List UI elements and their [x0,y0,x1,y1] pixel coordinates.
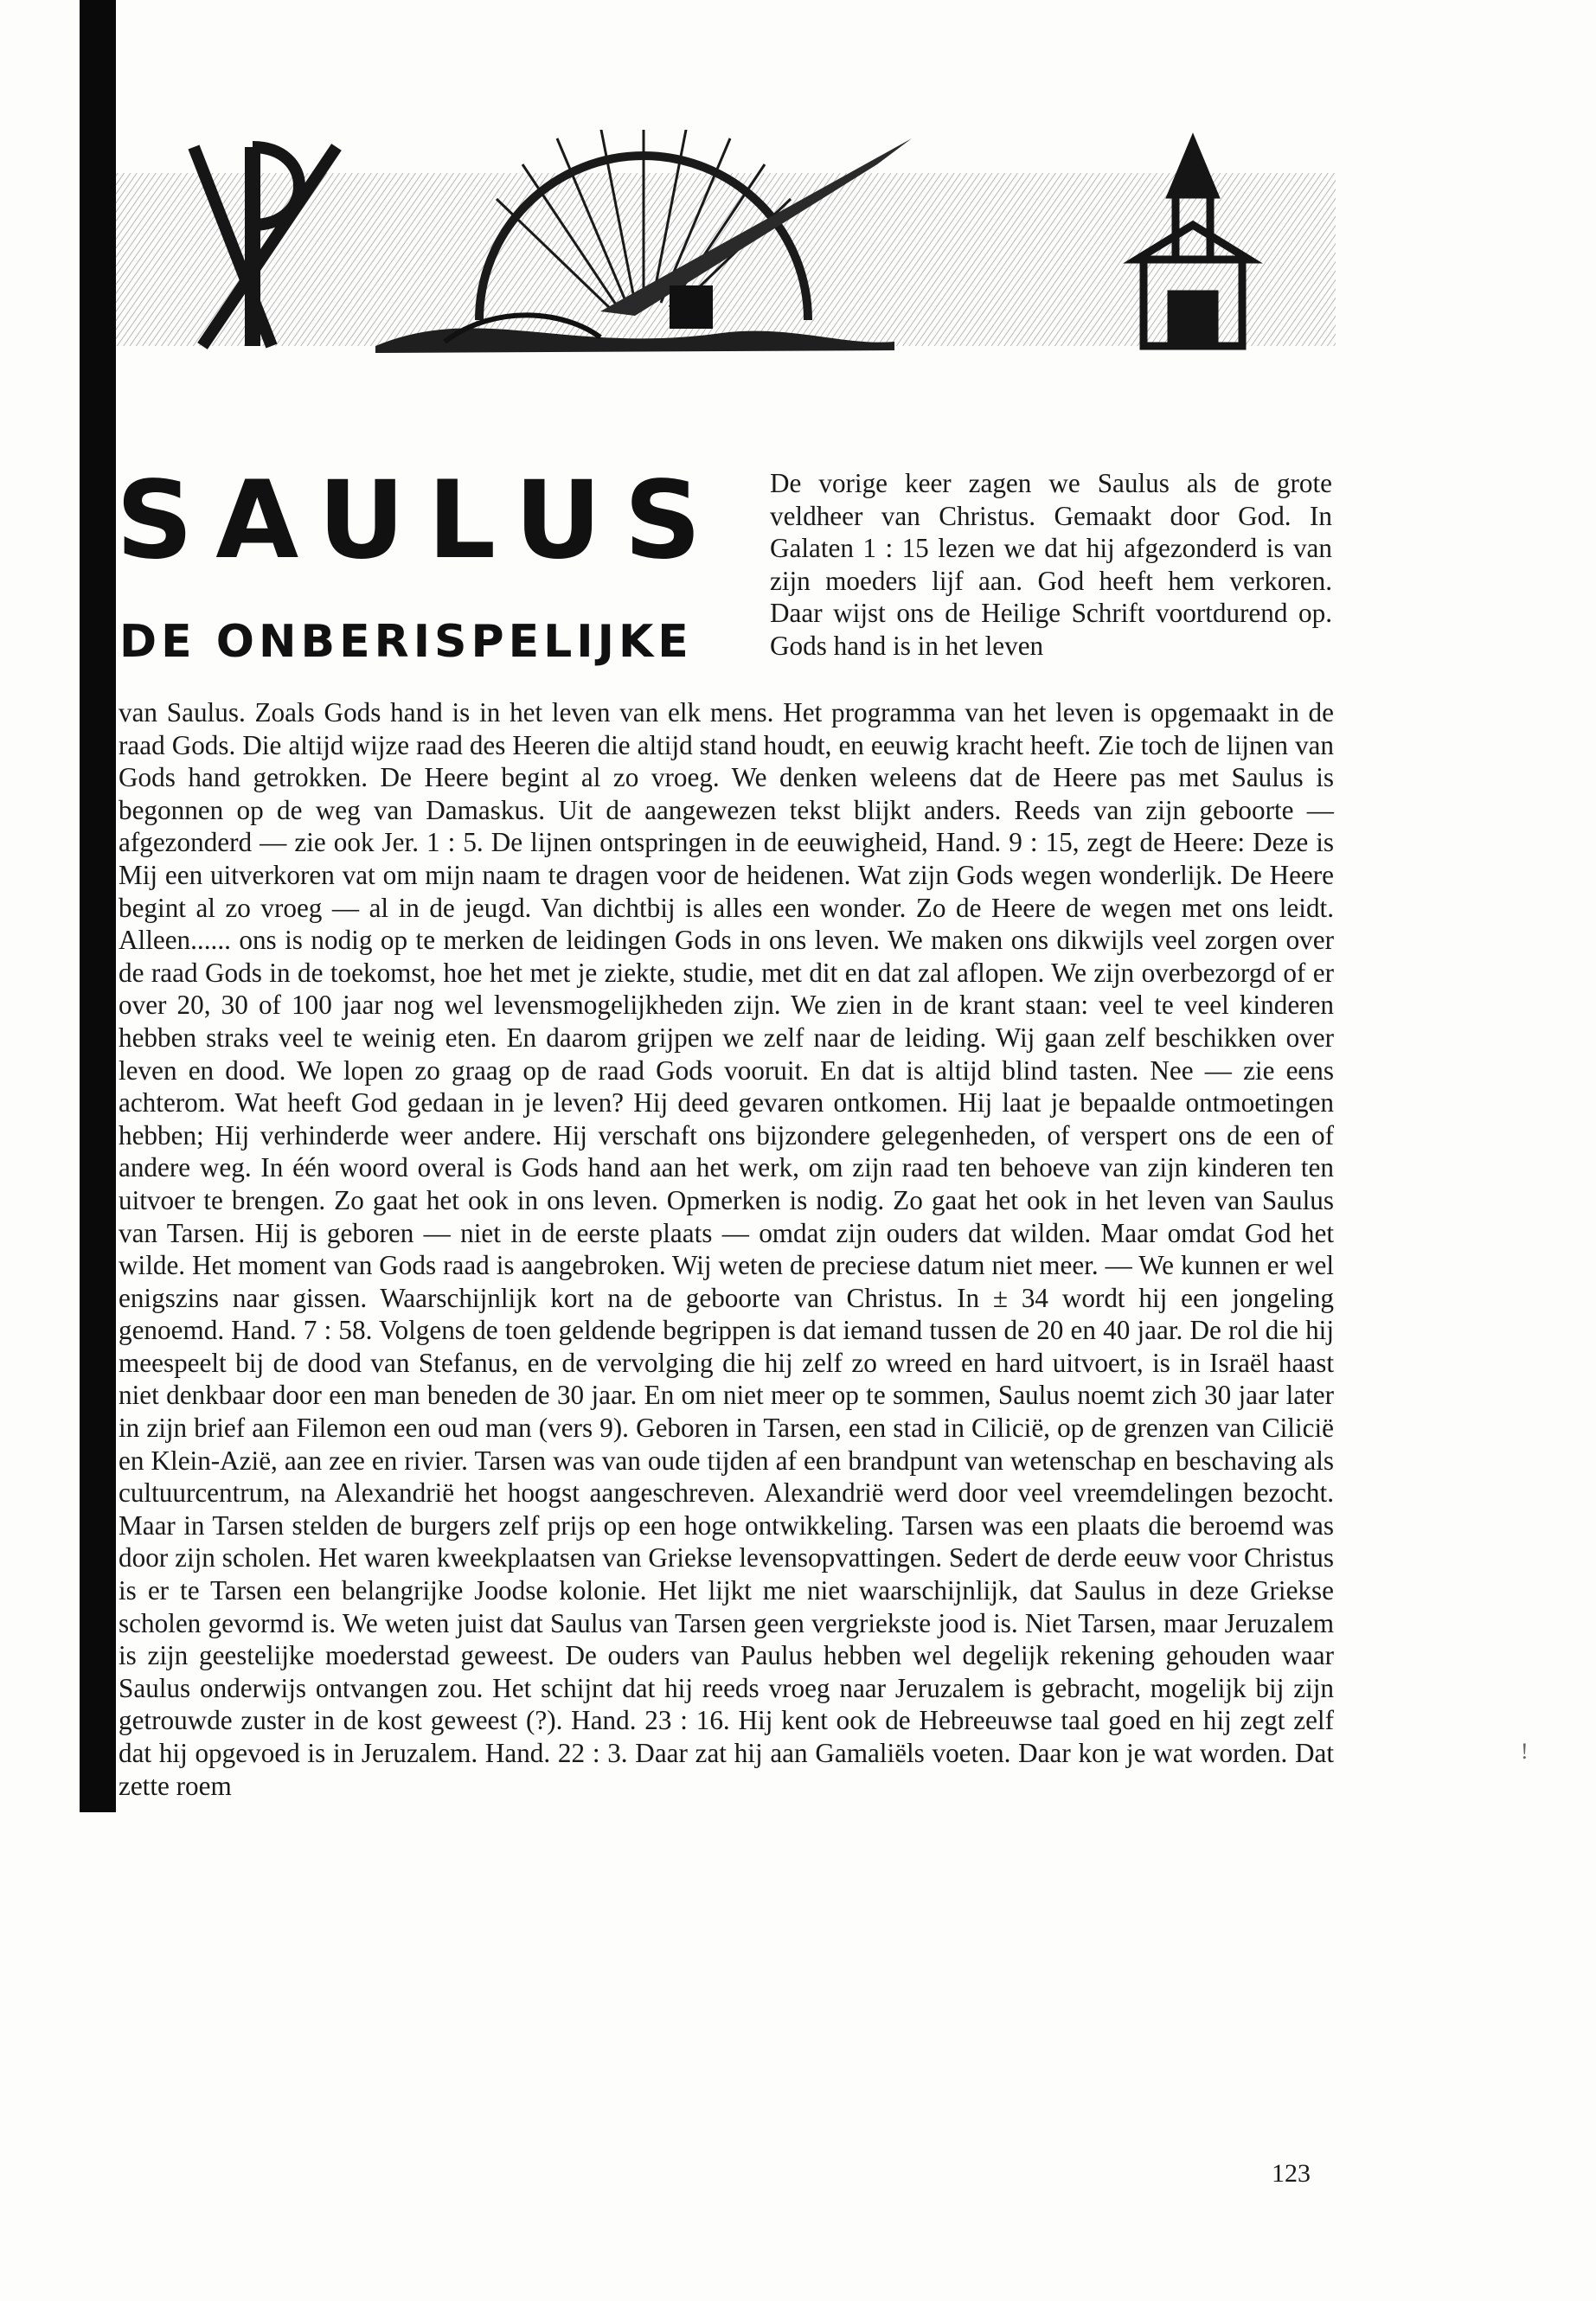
body-paragraph: van Saulus. Zoals Gods hand is in het leven van elk mens. Het programma van het leven is opgemaakt in de raad Gods. Die altijd wijze raad des Heeren die altijd stand houdt, en eeuwig kracht heeft. Zie toch de lijnen van Gods hand getrokken. De Heere begint al zo vroeg. We denken weleens dat de Heere pas met Saulus is begonnen op de weg van Damaskus. Uit de aangewezen tekst blijkt anders. Reeds van zijn geboorte — afgezonderd — zie ook Jer. 1 : 5. De lijnen ontspringen in de eeuwigheid, Hand. 9 : 15, zegt de Heere: Deze is Mij een uitverkoren vat om mijn naam te dragen voor de heidenen. Wat zijn Gods wegen wonderlijk. De Heere begint al zo vroeg — al in de jeugd. Van dichtbij is alles een wonder. Zo de Heere de wegen met ons leidt. Alleen...... ons is nodig op te merken de leidingen Gods in ons leven. We maken ons dikwijls veel zorgen over de raad Gods in de toekomst, hoe het met je ziekte, studie, met dit en dat zal aflopen. We zijn overbezorgd of er over 20, 30 of 100 jaar nog wel levensmogelijkheden zijn. We zien in de krant staan: veel te veel kinderen hebben straks veel te weinig eten. En daarom grijpen we zelf naar de leiding. Wij gaan zelf beschikken over leven en dood. We lopen zo graag op de raad Gods vooruit. En dat is altijd blind tasten. Nee — zie eens achterom. Wat heeft God gedaan in je leven? Hij deed gevaren ontkomen. Hij laat je bepaalde ontmoetingen hebben; Hij verhinderde weer andere. Hij verschaft ons bijzondere gelegenheden, of verspert ons de een of andere weg. In één woord overal is Gods hand aan het werk, om zijn raad ten behoeve van zijn kinderen ten uitvoer te brengen. Zo gaat het ook in ons leven. Opmerken is nodig. Zo gaat het ook in het leven van Saulus van Tarsen. Hij is geboren — niet in de eerste plaats — omdat zijn ouders dat wilden. Maar omdat God het wilde. Het moment van Gods raad is aangebroken. Wij weten de preciese datum niet meer. — We kunnen er wel enigszins naar gissen. Waarschijnlijk kort na de geboorte van Christus. In ± 34 wordt hij een jongeling genoemd. Hand. 7 : 58. Volgens de toen geldende begrippen is dat iemand tussen de 20 en 40 jaar. De rol die hij meespeelt bij de dood van Stefanus, en de vervolging die hij zelf zo wreed en hard uitvoert, is in Israël haast niet denkbaar door een man beneden de 30 jaar. En om niet meer op te sommen, Saulus noemt zich 30 jaar later in zijn brief aan Filemon een oud man (vers 9). Geboren in Tarsen, een stad in Cilicië, op de grenzen van Cilicië en Klein-Azië, aan zee en rivier. Tarsen was van oude tijden af een brandpunt van wetenschap en beschaving als cultuurcentrum, na Alexandrië het hoogst aangeschreven. Alexandrië werd door veel vreemdelingen bezocht. Maar in Tarsen stelden de burgers zelf prijs op een hoge ontwikkeling. Tarsen was een plaats die beroemd was door zijn scholen. Het waren kweekplaatsen van Griekse levensopvattingen. Sedert de derde eeuw voor Christus is er te Tarsen een belangrijke Joodse kolonie. Het lijkt me niet waarschijnlijk, dat Saulus in deze Griekse scholen gevormd is. We weten juist dat Saulus van Tarsen geen vergriekste jood is. Niet Tarsen, maar Jeruzalem is zijn geestelijke moederstad geweest. De ouders van Paulus hebben wel degelijk rekening gehouden waar Saulus onderwijs ontvangen zou. Het schijnt dat hij reeds vroeg naar Jeruzalem is gebracht, mogelijk bij zijn getrouwde zuster in de kost geweest (?). Hand. 23 : 16. Hij kent ook de Hebreeuwse taal goed en hij zegt zelf dat hij opgevoed is in Jeruzalem. Hand. 22 : 3. Daar zat hij aan Gamaliëls voeten. Daar kon je wat worden. Dat zette roem [119,697,1334,1801]
page-number: 123 [1272,2159,1311,2188]
header-banner [116,130,1336,372]
intro-paragraph: De vorige keer zagen we Saulus als de grote veldheer van Christus. Gemaakt door God. In Galaten 1 : 15 lezen we dat hij afgezonderd is van zijn moeders lijf aan. God heeft hem verkoren. Daar wijst ons de Heilige Schrift voortdurend op. Gods hand is in het leven [770,468,1332,661]
binding-edge [80,0,116,1812]
margin-mark: ! [1521,1739,1529,1764]
intro-column [770,467,1332,663]
article-subtitle: DE ONBERISPELIJKE [119,616,693,668]
title-block [116,458,773,668]
article-title: SAULUS [116,458,724,583]
main-text-column [119,696,1334,1802]
